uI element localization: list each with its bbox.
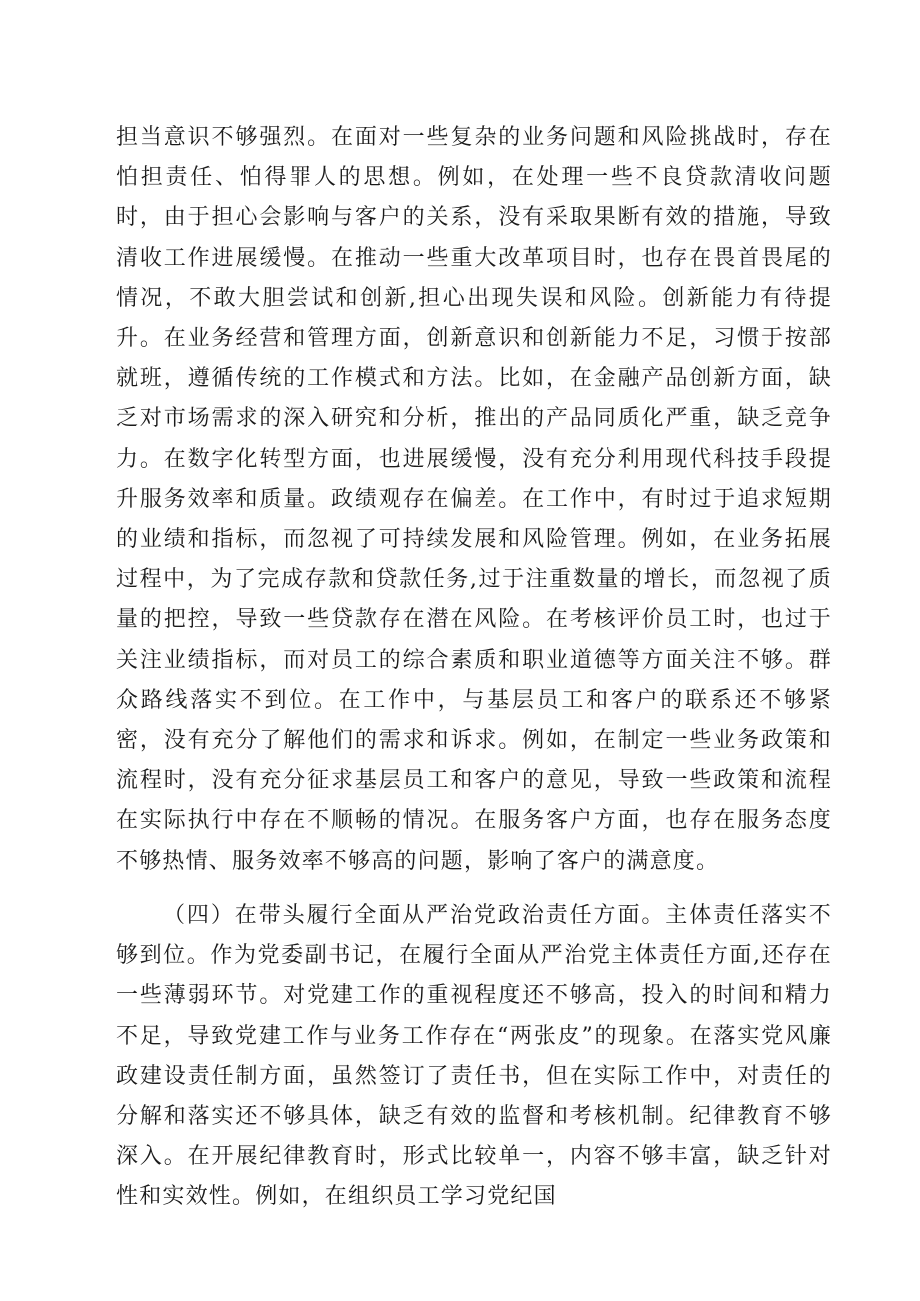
- body-paragraph: 担当意识不够强烈。在面对一些复杂的业务问题和风险挑战时，存在怕担责任、怕得罪人的思想。例如，在处理一些不良贷款清收问题时，由于担心会影响与客户的关系，没有采取果断有效的措施，导致清收工作进展缓慢。在推动一些重大改革项目时，也存在畏首畏尾的情况，不敢大胆尝试和创新,担心出现失误和风险。创新能力有待提升。在业务经营和管理方面，创新意识和创新能力不足，习惯于按部就班，遵循传统的工作模式和方法。比如，在金融产品创新方面，缺乏对市场需求的深入研究和分析，推出的产品同质化严重，缺乏竞争力。在数字化转型方面，也进展缓慢，没有充分利用现代科技手段提升服务效率和质量。政绩观存在偏差。在工作中，有时过于追求短期的业绩和指标，而忽视了可持续发展和风险管理。例如，在业务拓展过程中，为了完成存款和贷款任务,过于注重数量的增长，而忽视了质量的把控，导致一些贷款存在潜在风险。在考核评价员工时，也过于关注业绩指标，而对员工的综合素质和职业道德等方面关注不够。群众路线落实不到位。在工作中，与基层员工和客户的联系还不够紧密，没有充分了解他们的需求和诉求。例如，在制定一些业务政策和流程时，没有充分征求基层员工和客户的意见，导致一些政策和流程在实际执行中存在不顺畅的情况。在服务客户方面，也存在服务态度不够热情、服务效率不够高的问题，影响了客户的满意度。: [116, 125, 832, 874]
- section-paragraph: （四）在带头履行全面从严治党政治责任方面。主体责任落实不够到位。作为党委副书记，在履行全面从严治党主体责任方面,还存在一些薄弱环节。对党建工作的重视程度还不够高，投入的时间和精力不足，导致党建工作与业务工作存在“两张皮”的现象。在落实党风廉政建设责任制方面，虽然签订了责任书，但在实际工作中，对责任的分解和落实还不够具体，缺乏有效的监督和考核机制。纪律教育不够深入。在开展纪律教育时，形式比较单一，内容不够丰富，缺乏针对性和实效性。例如，在组织员工学习党纪国: [116, 903, 832, 1210]
